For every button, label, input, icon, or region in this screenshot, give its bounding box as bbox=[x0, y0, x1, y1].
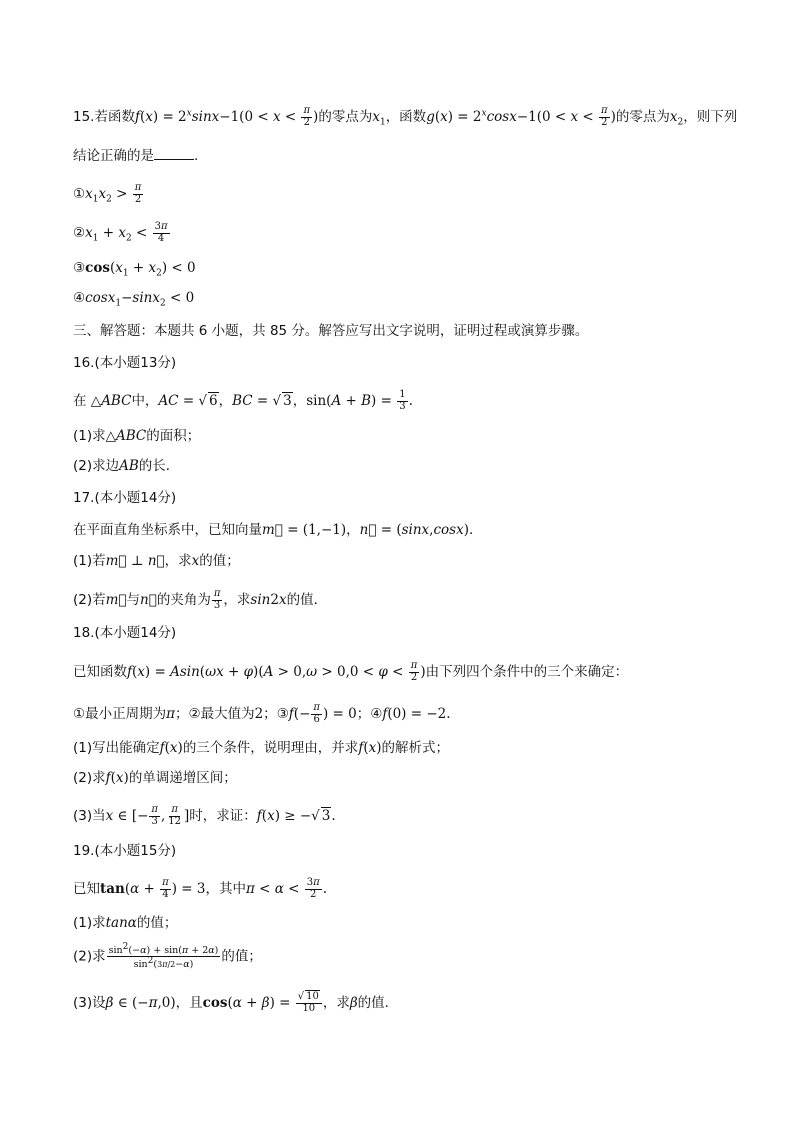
q18-conditions: ①最小正周期为π；②最大值为2；③f(− $\frac{\pi}{6}$ ) = 0；④f(0) = −2. bbox=[73, 702, 451, 725]
q16-part1: (1)求△ABC的面积； bbox=[73, 428, 201, 444]
section-title: 三、解答题：本题共 6 小题，共 85 分。解答应写出文字说明，证明过程或演算步骤。 bbox=[73, 323, 589, 339]
q16-header: 16.(本小题13分) bbox=[73, 355, 177, 371]
q18-part2: (2)求f(x)的单调递增区间； bbox=[73, 770, 237, 786]
q15-option-2: $②x_1 + x_2$ < $\frac{3\pi}{4}$ bbox=[73, 221, 168, 244]
q15-line2: 结论正确的是 . bbox=[73, 148, 199, 164]
q19-intro: 已知tan(α + $\frac{\pi}{4}$ ) = 3，其中π < α < $\frac{3\pi}{2}$ . bbox=[73, 877, 328, 900]
q16-part2: (2)求边AB的长． bbox=[73, 458, 180, 474]
q15-option-3: $③\cos(x_1 + x_2) < 0$ bbox=[73, 260, 196, 279]
q16-intro: 在 △ABC中，AC = √ 6，BC = √ 3，sin(A + B) = $\frac{1}{3}$ . bbox=[73, 389, 413, 412]
q19-part3: (3)设β ∈ (−π,0)，且cos(α + β) = $\frac{√ 10}{10}$ ，求β的值． bbox=[73, 991, 399, 1014]
q15-option-1: $①x_1x_2$ > $\frac{\pi}{2}$ bbox=[73, 182, 142, 205]
q17-part2: (2)若m⃗与n⃗的夹角为 $\frac{\pi}{3}$ ，求sin2x的值． bbox=[73, 588, 328, 611]
answer-blank bbox=[154, 147, 194, 160]
q15-option-4: ④cosx$_1$−sinx$_2$ < 0 bbox=[73, 290, 195, 309]
q18-header: 18.(本小题14分) bbox=[73, 625, 177, 641]
q18-part3: (3)当x ∈ [− $\frac{\pi}{3}$ , $\frac{\pi}{12}$ ]时，求证：f(x) ≥ −√ 3. bbox=[73, 804, 336, 827]
q19-part1: (1)求tanα的值； bbox=[73, 915, 178, 931]
q17-header: 17.(本小题14分) bbox=[73, 490, 177, 506]
q18-part1: (1)写出能确定f(x)的三个条件，说明理由，并求f(x)的解析式； bbox=[73, 740, 449, 756]
q18-intro: 已知函数f(x) = Asin(ωx + φ)(A > 0,ω > 0,0 < φ < $\frac{\pi}{2}$ )由下列四个条件中的三个来确定： bbox=[73, 660, 629, 683]
q19-header: 19.(本小题15分) bbox=[73, 843, 177, 859]
q17-intro: 在平面直角坐标系中，已知向量m⃗ = (1,−1)，n⃗ = (sinx,cosx)． bbox=[73, 522, 483, 538]
q17-part1: (1)若m⃗ ⊥ n⃗，求x的值； bbox=[73, 553, 240, 569]
q15-line1: 15.若函数$f(x) = 2^x\sin x-1(0 < x$ < $\frac{\pi}{2}$ )的零点为$x_1$，函数$g(x) = 2^x\cos x-1(0 < x$ < $\frac{\pi}{2}$ )的零点为$x_2$，则下列 bbox=[73, 105, 738, 128]
q19-part2: (2)求 $\frac{\sin^2(-\alpha) + \sin(\pi + 2\alpha)}{\sin^2(3\pi/2-\alpha)}$ 的值； bbox=[73, 942, 262, 971]
